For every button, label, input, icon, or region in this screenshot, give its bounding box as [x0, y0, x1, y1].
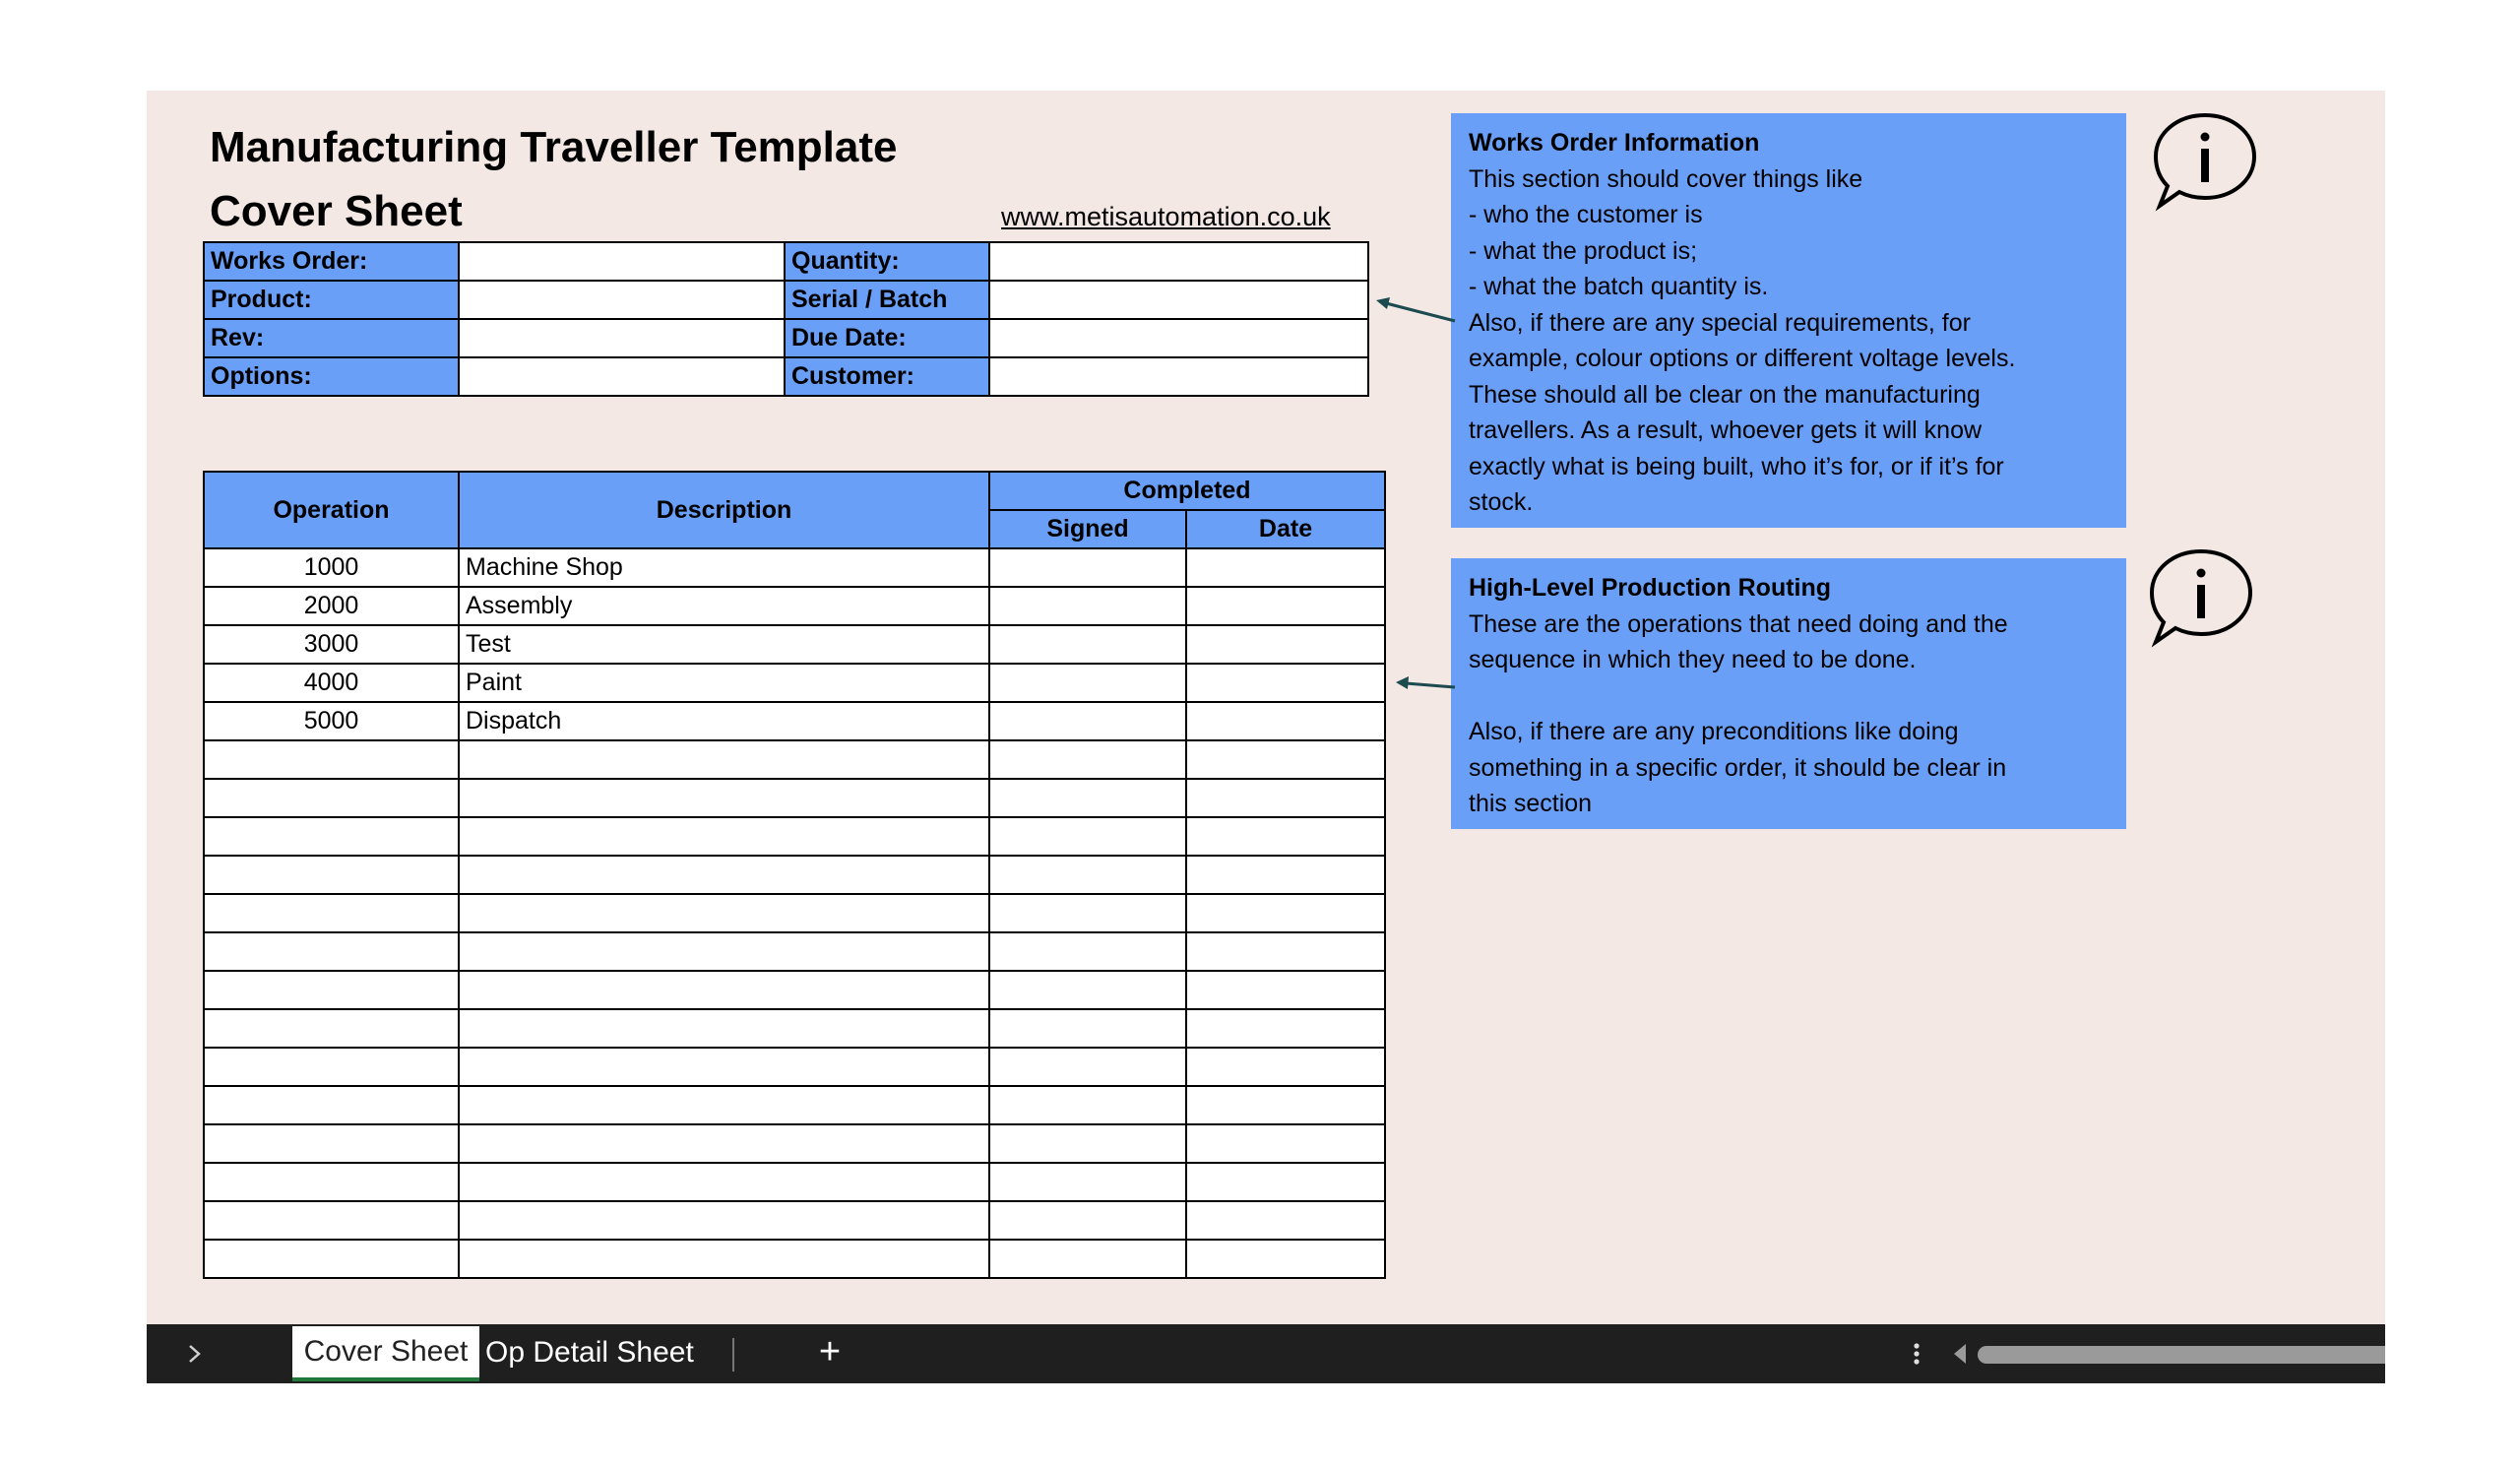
table-row — [204, 587, 1385, 625]
callout-line: travellers. As a result, whoever gets it will know — [1469, 416, 1983, 444]
callout-line: sequence in which they need to be done. — [1469, 646, 1917, 673]
signed-cell[interactable] — [989, 587, 1186, 625]
operation-cell[interactable] — [204, 1124, 459, 1163]
works-order-info-table — [203, 241, 1369, 397]
date-cell[interactable] — [1186, 779, 1385, 817]
signed-cell[interactable] — [989, 1240, 1186, 1278]
description-cell[interactable] — [459, 1240, 989, 1278]
signed-header: Signed — [989, 510, 1186, 548]
table-row — [204, 817, 1385, 856]
info-value-cell[interactable] — [459, 242, 785, 281]
table-row — [204, 702, 1385, 740]
operation-cell[interactable]: 4000 — [204, 664, 459, 702]
description-cell[interactable] — [459, 894, 989, 932]
date-cell[interactable] — [1186, 1163, 1385, 1201]
table-row — [204, 664, 1385, 702]
info-label: Works Order: — [204, 242, 459, 281]
signed-cell[interactable] — [989, 1086, 1186, 1124]
operation-cell[interactable] — [204, 932, 459, 971]
operation-cell[interactable] — [204, 856, 459, 894]
callout-line — [1469, 678, 2109, 715]
tab-cover-sheet[interactable]: Cover Sheet — [292, 1326, 479, 1381]
info-row — [204, 281, 1368, 319]
signed-cell[interactable] — [989, 702, 1186, 740]
info-row — [204, 357, 1368, 396]
signed-cell[interactable] — [989, 779, 1186, 817]
signed-cell[interactable] — [989, 971, 1186, 1009]
table-row — [204, 1124, 1385, 1163]
table-row — [204, 1240, 1385, 1278]
description-cell[interactable]: Machine Shop — [459, 548, 989, 587]
callout-line: Also, if there are any preconditions like doing — [1469, 718, 1959, 745]
description-cell[interactable]: Paint — [459, 664, 989, 702]
info-value-cell[interactable] — [989, 281, 1368, 319]
callout-line: - who the customer is — [1469, 201, 1703, 228]
signed-cell[interactable] — [989, 1201, 1186, 1240]
signed-cell[interactable] — [989, 817, 1186, 856]
arrow-icon — [1374, 291, 1457, 325]
operation-cell[interactable] — [204, 894, 459, 932]
callout-line: - what the product is; — [1469, 236, 1698, 265]
signed-cell[interactable] — [989, 548, 1186, 587]
operation-cell[interactable] — [204, 1163, 459, 1201]
date-cell[interactable] — [1186, 587, 1385, 625]
description-cell[interactable] — [459, 779, 989, 817]
caret-left-icon[interactable] — [1948, 1338, 1972, 1370]
operation-cell[interactable] — [204, 1009, 459, 1048]
table-row — [204, 1048, 1385, 1086]
description-cell[interactable]: Assembly — [459, 587, 989, 625]
table-row — [204, 740, 1385, 779]
info-label: Quantity: — [785, 242, 989, 281]
info-label: Serial / Batch — [785, 281, 989, 319]
table-row — [204, 856, 1385, 894]
info-value-cell[interactable] — [989, 319, 1368, 357]
date-cell[interactable] — [1186, 664, 1385, 702]
table-row — [204, 1163, 1385, 1201]
table-row — [204, 1086, 1385, 1124]
signed-cell[interactable] — [989, 1163, 1186, 1201]
description-cell[interactable] — [459, 856, 989, 894]
description-cell[interactable] — [459, 1048, 989, 1086]
operation-cell[interactable]: 3000 — [204, 625, 459, 664]
operation-cell[interactable] — [204, 740, 459, 779]
table-row — [204, 548, 1385, 587]
chevron-right-icon[interactable] — [182, 1336, 208, 1372]
info-value-cell[interactable] — [459, 281, 785, 319]
date-cell[interactable] — [1186, 1086, 1385, 1124]
operations-table — [203, 471, 1386, 1279]
operation-cell[interactable] — [204, 1201, 459, 1240]
date-cell[interactable] — [1186, 856, 1385, 894]
operation-cell[interactable]: 1000 — [204, 548, 459, 587]
operation-header: Operation — [204, 472, 459, 548]
description-cell[interactable] — [459, 1201, 989, 1240]
signed-cell[interactable] — [989, 1124, 1186, 1163]
date-cell[interactable] — [1186, 1009, 1385, 1048]
date-cell[interactable] — [1186, 1124, 1385, 1163]
info-label: Product: — [204, 281, 459, 319]
operation-cell[interactable] — [204, 1240, 459, 1278]
operation-cell[interactable] — [204, 1048, 459, 1086]
more-vertical-icon[interactable] — [1909, 1336, 1924, 1372]
info-label: Rev: — [204, 319, 459, 357]
table-row — [204, 779, 1385, 817]
callout-line: this section — [1469, 790, 1593, 817]
description-cell[interactable] — [459, 1163, 989, 1201]
description-cell[interactable] — [459, 740, 989, 779]
callout-line: example, colour options or different voltage levels. — [1469, 345, 2016, 372]
info-value-cell[interactable] — [459, 319, 785, 357]
signed-cell[interactable] — [989, 1048, 1186, 1086]
operation-cell[interactable]: 2000 — [204, 587, 459, 625]
callout-line: exactly what is being built, who it’s for, or if it’s for — [1469, 452, 2004, 480]
date-header: Date — [1186, 510, 1385, 548]
table-row — [204, 1201, 1385, 1240]
description-cell[interactable] — [459, 971, 989, 1009]
operation-cell[interactable]: 5000 — [204, 702, 459, 740]
tab-op-detail-sheet[interactable]: Op Detail Sheet — [485, 1336, 694, 1369]
works-order-callout — [1451, 113, 2126, 528]
date-cell[interactable] — [1186, 894, 1385, 932]
info-speech-bubble-icon — [2146, 547, 2256, 648]
date-cell[interactable] — [1186, 817, 1385, 856]
tab-divider — [732, 1338, 734, 1372]
info-speech-bubble-icon — [2150, 111, 2260, 212]
callout-line: This section should cover things like — [1469, 164, 1863, 193]
date-cell[interactable] — [1186, 971, 1385, 1009]
page-title: Manufacturing Traveller Template — [210, 123, 898, 171]
operation-cell[interactable] — [204, 1086, 459, 1124]
operation-cell[interactable] — [204, 779, 459, 817]
description-cell[interactable] — [459, 817, 989, 856]
info-label: Due Date: — [785, 319, 989, 357]
callout-line: something in a specific order, it should be clear in — [1469, 753, 2007, 782]
website-link[interactable]: www.metisautomation.co.uk — [1001, 202, 1331, 231]
table-row — [204, 932, 1385, 971]
info-value-cell[interactable] — [459, 357, 785, 396]
date-cell[interactable] — [1186, 1240, 1385, 1278]
table-row — [204, 971, 1385, 1009]
date-cell[interactable] — [1186, 702, 1385, 740]
sheet-tab-bar — [147, 1324, 2385, 1383]
page-subtitle: Cover Sheet — [210, 187, 463, 235]
callout-heading: Works Order Information — [1469, 129, 1760, 157]
info-label: Options: — [204, 357, 459, 396]
callout-line: - what the batch quantity is. — [1469, 273, 1769, 300]
callout-heading: High-Level Production Routing — [1469, 574, 1832, 602]
date-cell[interactable] — [1186, 1201, 1385, 1240]
callout-line: Also, if there are any special requirements, for — [1469, 308, 1971, 337]
operation-cell[interactable] — [204, 971, 459, 1009]
signed-cell[interactable] — [989, 894, 1186, 932]
info-value-cell[interactable] — [989, 242, 1368, 281]
completed-header: Completed — [989, 472, 1385, 510]
info-label: Customer: — [785, 357, 989, 396]
description-cell[interactable] — [459, 1009, 989, 1048]
info-value-cell[interactable] — [989, 357, 1368, 396]
date-cell[interactable] — [1186, 1048, 1385, 1086]
signed-cell[interactable] — [989, 856, 1186, 894]
signed-cell[interactable] — [989, 932, 1186, 971]
info-row — [204, 319, 1368, 357]
table-row — [204, 1009, 1385, 1048]
date-cell[interactable] — [1186, 932, 1385, 971]
arrow-icon — [1394, 671, 1457, 695]
signed-cell[interactable] — [989, 1009, 1186, 1048]
date-cell[interactable] — [1186, 548, 1385, 587]
callout-line: These are the operations that need doing and the — [1469, 609, 2008, 638]
signed-cell[interactable] — [989, 664, 1186, 702]
description-cell[interactable]: Dispatch — [459, 702, 989, 740]
table-row — [204, 625, 1385, 664]
callout-line: stock. — [1469, 488, 1534, 516]
description-cell[interactable] — [459, 1086, 989, 1124]
description-cell[interactable] — [459, 932, 989, 971]
routing-callout — [1451, 558, 2126, 829]
callout-line: These should all be clear on the manufacturing — [1469, 380, 1981, 409]
signed-cell[interactable] — [989, 740, 1186, 779]
description-header: Description — [459, 472, 989, 548]
description-cell[interactable]: Test — [459, 625, 989, 664]
description-cell[interactable] — [459, 1124, 989, 1163]
table-row — [204, 894, 1385, 932]
date-cell[interactable] — [1186, 740, 1385, 779]
operation-cell[interactable] — [204, 817, 459, 856]
date-cell[interactable] — [1186, 625, 1385, 664]
signed-cell[interactable] — [989, 625, 1186, 664]
horizontal-scrollbar[interactable] — [1978, 1346, 2385, 1364]
info-row — [204, 242, 1368, 281]
add-sheet-button[interactable]: + — [818, 1331, 842, 1373]
